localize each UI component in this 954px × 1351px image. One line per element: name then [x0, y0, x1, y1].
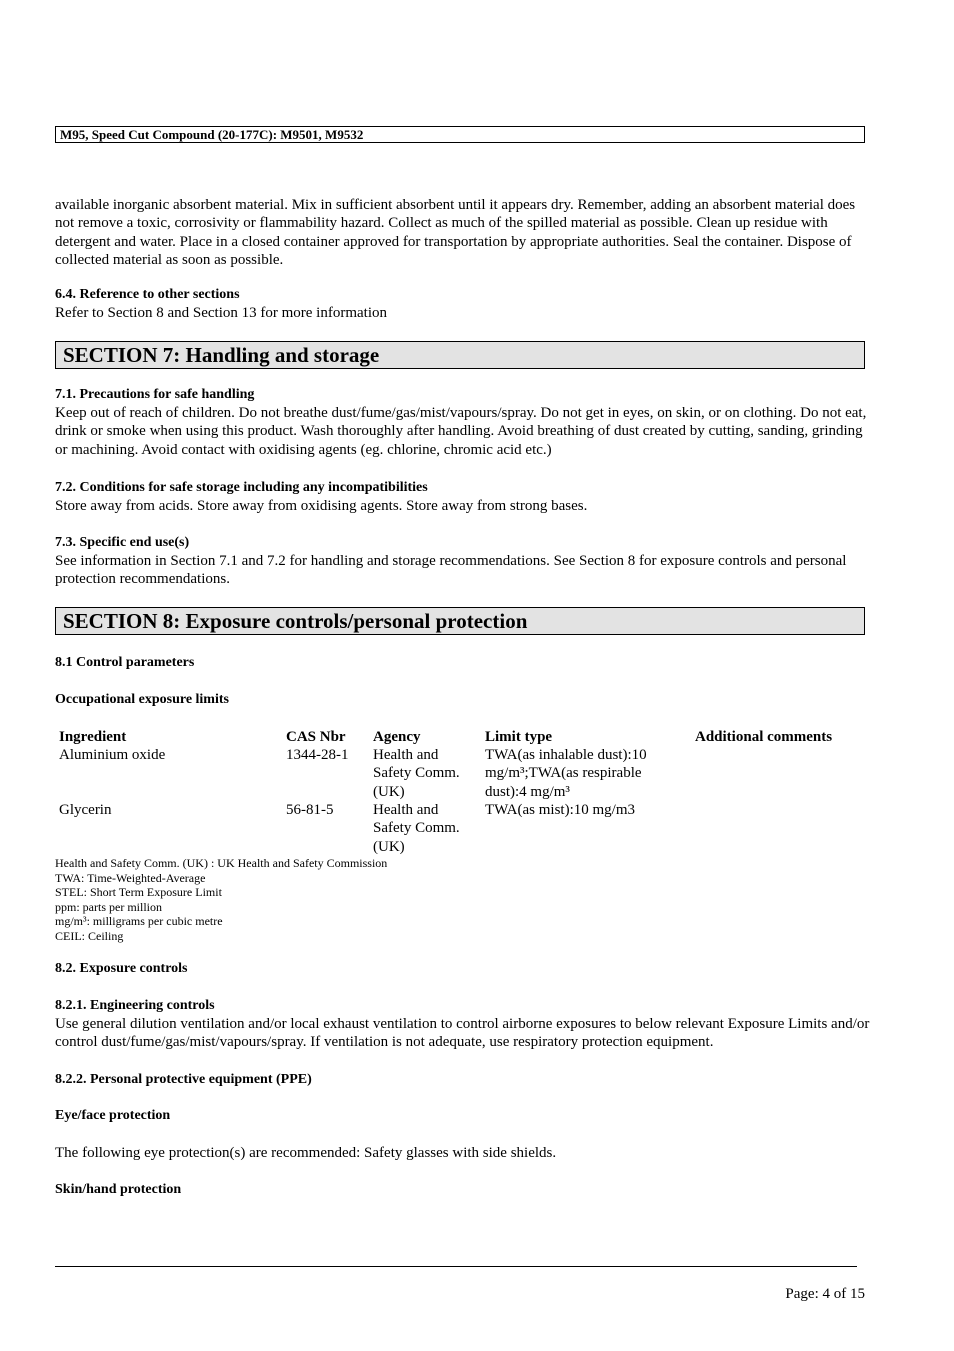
page-number: Page: 4 of 15	[785, 1286, 865, 1302]
section-6-4-heading: 6.4. Reference to other sections	[55, 287, 240, 302]
section-7-2-text: Store away from acids. Store away from oxidising agents. Store away from strong bases.	[55, 498, 588, 514]
cell-cas: 1344-28-1	[286, 747, 349, 763]
section-8-2-2-heading: 8.2.2. Personal protective equipment (PPE)	[55, 1072, 312, 1087]
note-line: ppm: parts per million	[55, 900, 162, 914]
section-7-2-heading: 7.2. Conditions for safe storage including any incompatibilities	[55, 480, 428, 495]
cell-agency: Health and Safety Comm. (UK)	[373, 747, 460, 800]
section-8-1-heading: 8.1 Control parameters	[55, 655, 195, 670]
cell-ingredient: Aluminium oxide	[59, 747, 166, 763]
skin-protection-heading: Skin/hand protection	[55, 1182, 182, 1197]
section-8-2-1-text: Use general dilution ventilation and/or local exhaust ventilation to control airborne exposures to below relevant Exposure Limits and/or control dust/fume/gas/mist/vapours/spray. If ventilation is not adequate, use respiratory protection equipment.	[55, 1016, 870, 1051]
section-7-3-heading: 7.3. Specific end use(s)	[55, 535, 190, 550]
cell-limit-type: TWA(as mist):10 mg/m3	[485, 802, 635, 818]
occupational-exposure-limits-heading: Occupational exposure limits	[55, 692, 229, 707]
note-line: TWA: Time-Weighted-Average	[55, 871, 206, 885]
column-header-ingredient: Ingredient	[59, 729, 127, 745]
cell-ingredient: Glycerin	[59, 802, 112, 818]
section-7-1-text: Keep out of reach of children. Do not breathe dust/fume/gas/mist/vapours/spray. Do not get in eyes, on skin, or on clothing. Do not eat, drink or smoke when using this product. Wash thoroughly after handling. Avoid breathing of dust created by cutting, sanding, grinding or machining. Avoid contact with oxidising agents (eg. chlorine, chromic acid etc.)	[55, 405, 867, 458]
section-7-3-text: See information in Section 7.1 and 7.2 for handling and storage recommendations. See Section 8 for exposure controls and personal protection recommendations.	[55, 553, 847, 588]
note-line: Health and Safety Comm. (UK) : UK Health and Safety Commission	[55, 856, 388, 870]
column-header-agency: Agency	[373, 729, 421, 745]
document-header: M95, Speed Cut Compound (20-177C): M9501, M9532	[55, 126, 865, 143]
section-8-title: SECTION 8: Exposure controls/personal protection	[55, 607, 865, 635]
cell-limit-type: TWA(as inhalable dust):10 mg/m³;TWA(as respirable dust):4 mg/m³	[485, 747, 647, 800]
column-header-cas: CAS Nbr	[286, 729, 346, 745]
cell-cas: 56-81-5	[286, 802, 334, 818]
spill-cleanup-text: available inorganic absorbent material. Mix in sufficient absorbent until it appears dry. Remember, adding an absorbent material does not remove a toxic, corrosivity or flammability hazard. Collect as much of the spilled material as possible. Clean up residue with detergent and water. Place in a closed container approved for transportation by appropriate authorities. Seal the container. Dispose of collected material as soon as possible.	[55, 197, 856, 269]
footer-divider	[55, 1266, 857, 1267]
eye-protection-heading: Eye/face protection	[55, 1108, 171, 1123]
column-header-additional-comments: Additional comments	[695, 729, 833, 745]
section-8-2-1-heading: 8.2.1. Engineering controls	[55, 998, 215, 1013]
note-line: mg/m³: milligrams per cubic metre	[55, 914, 223, 928]
note-line: CEIL: Ceiling	[55, 929, 124, 943]
note-line: STEL: Short Term Exposure Limit	[55, 885, 222, 899]
eye-protection-text: The following eye protection(s) are recommended: Safety glasses with side shields.	[55, 1145, 557, 1161]
section-8-2-heading: 8.2. Exposure controls	[55, 961, 188, 976]
column-header-limit-type: Limit type	[485, 729, 553, 745]
section-7-1-heading: 7.1. Precautions for safe handling	[55, 387, 255, 402]
section-7-title: SECTION 7: Handling and storage	[55, 341, 865, 369]
cell-agency: Health and Safety Comm. (UK)	[373, 802, 460, 855]
section-6-4-text: Refer to Section 8 and Section 13 for more information	[55, 305, 387, 321]
